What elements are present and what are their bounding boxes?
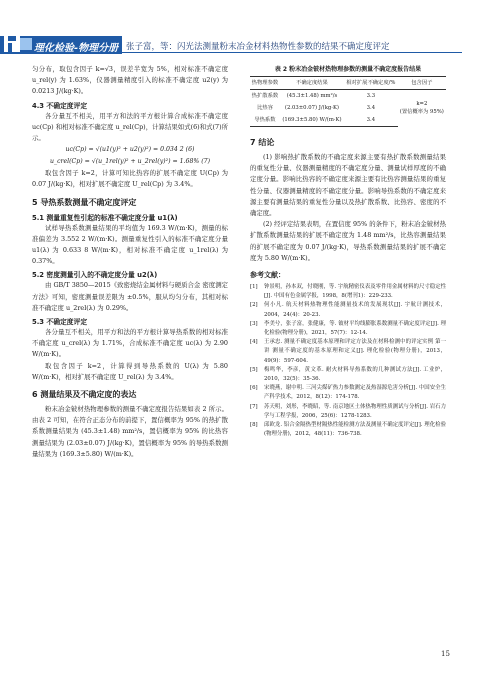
- reference-number: [1]: [250, 284, 258, 291]
- journal-logo-icon: [2, 30, 36, 56]
- table-cell: 导热系数: [250, 114, 280, 127]
- journal-name: 理化检验-物理分册: [34, 43, 119, 54]
- reference-item: [250, 320, 446, 338]
- reference-text: 钟景明，孙本双，付晓刚，等. 宇航精密仪表及零件用金属材料的尺寸稳定性[J]. 中国有色金属学报，1998，8(增刊1)：229-233.: [264, 284, 446, 300]
- section-heading: 5.3 不确定度评定: [32, 318, 88, 327]
- table-cell: 3.4: [344, 114, 398, 127]
- paragraph: 试样导热系数测量结果的平均值为 169.3 W/(m·K)，测量的标准偏差为 3.552 2 W/(m·K)。测量重复性引入的标准不确定度分量 u1(λ) 为 0.633 8 W/(m·K)，相对标准不确定度 u_1rel(λ) 为 0.37%。: [32, 223, 228, 266]
- confidence-note: (置信概率为 95%): [399, 109, 444, 116]
- paragraph: (2) 经评定结果表明，在置信度 95% 的条件下，粉末冶金铍材热扩散系数测量结果的扩展不确定度为 1.48 mm²/s，比热容测量结果的扩展不确定度为 0.07 J/(kg·K)，导热系数测量结果的扩展不确定度为 5.80 W/(m·K)。: [250, 220, 446, 262]
- reference-text: 邱欧龙. 铝合金隔热型材隔热性能检测方法及测量不确定度评定[J]. 理化检验(物理分册)，2012，48(11)：736-738.: [264, 422, 446, 438]
- uncertainty-table: [250, 76, 446, 127]
- table-cell: 3.3: [366, 93, 376, 99]
- table-caption: 表 2 粉末冶金铍材热物理参数的测量不确定度报告结果: [274, 66, 422, 73]
- reference-item: [250, 338, 446, 366]
- reference-item: [250, 283, 446, 301]
- reference-number: [7]: [250, 403, 258, 410]
- table-header: 相对扩展不确定度/%: [344, 77, 398, 90]
- reference-number: [2]: [250, 302, 258, 309]
- right-column: [250, 64, 446, 439]
- page-number: 15: [441, 650, 450, 658]
- reference-item: [250, 366, 446, 384]
- reference-number: [3]: [250, 320, 258, 327]
- reference-number: [4]: [250, 339, 258, 346]
- paragraph: 匀分布，取包含因子 k=√3，误差半宽为 5%，相对标准不确定度 u_rel(y) 为 1.63%，仪器测量精度引入的标准不确定度 u2(y) 为 0.0213 J/(kg·K)。: [32, 65, 228, 96]
- reference-text: 苏天明，刘彤，李晓昭，等. 南京地区土体热物理性质测试与分析[J]. 岩石力学与工程学报，2006，25(6)：1278-1283.: [264, 403, 446, 419]
- paragraph: (1) 影响热扩散系数的不确定度来源主要有热扩散系数测量结果的重复性分量、仪器测量精度的不确定度分量、测量试样厚度的不确定度分量。影响比热容的不确定度来源主要有比热容测量结果的重复性分量、仪器测量精度的不确定度分量。影响导热系数的不确定度来源主要有测量结果的重复性分量以及热扩散系数、比热容、密度的不确定度。: [250, 153, 446, 218]
- reference-text: 宋晓燕，谢中明. 三河尖煤矿热力参数测定及热湿源危害分析[J]. 中国安全生产科学技术，2012，8(12)：174-178.: [264, 385, 446, 401]
- section-heading: 7 结论: [250, 138, 275, 147]
- table-header: 包含因子: [398, 77, 446, 90]
- table-cell: (2.03±0.07) J/(kg·K): [284, 105, 339, 111]
- section-heading: 5.2 密度测量引入的不确定度分量 u2(λ): [32, 271, 158, 280]
- paragraph: 取包含因子 k=2，计算可知比热容的扩展不确定度 U(Cp) 为 0.07 J/(kg·K)，相对扩展不确定度 U_rel(Cp) 为 3.4%。: [32, 169, 228, 189]
- paragraph: 粉末冶金铍材热物理参数的测量不确定度报告结果如表 2 所示。由表 2 可知，在符合正态分布的前提下，置信概率为 95% 的热扩散系数测量结果为 (45.3±1.48) mm²/s，置信概率为 95% 的比热容测量结果为 (2.03±0.07) J/(kg·K)，置信概率为 95% 的导热系数测量结果为 (169.3±5.80) W/(m·K)。: [32, 405, 228, 458]
- references-title: 参考文献：: [250, 271, 285, 280]
- table-cell: 比热容: [256, 105, 273, 111]
- reference-item: [250, 421, 446, 439]
- reference-list: [250, 283, 446, 439]
- section-heading: 5.1 测量重复性引起的标准不确定度分量 u1(λ): [32, 213, 178, 222]
- reference-text: 何小凡. 航天材料热物理性能测量技术的发展现状[J]. 宇航计测技术，2004，24(4)：20-23.: [264, 302, 446, 318]
- equation-6: uc(Cp) = √(u1(y)² + u2(y)²) = 0.034 2 (6): [65, 146, 195, 154]
- paragraph: 各分量互不相关，用平方和法的平方根计算合成标准不确定度 uc(Cp) 和相对标准不确定度 u_rel(Cp)，计算结果如式(6)和式(7)所示。: [32, 111, 228, 143]
- table-cell: 3.4: [366, 105, 376, 111]
- table-header: 热物理参数: [250, 77, 280, 90]
- section-heading: 6 测量结果及不确定度的表达: [32, 390, 137, 400]
- running-header: [0, 36, 480, 54]
- reference-text: 梅鸣华，李彦，黄文革. 耐火材料导热系数的几种测试方法[J]. 工业炉，2010，32(5)：35-36.: [264, 366, 446, 383]
- reference-item: [250, 384, 446, 402]
- reference-item: [250, 301, 446, 319]
- coverage-factor: k=2: [416, 101, 428, 108]
- reference-text: 王承忠. 测量不确定度基本原理和评定方法及在材料检测中的评定实例 第一讲 测量不确定度的基本原理和定义[J]. 理化检验(物理分册)，2013，49(9)：597-604.: [264, 339, 446, 364]
- reference-text: 李美兮，张子富，张健康，等. 铍材平均线膨胀系数测量不确定度评定[J]. 理化检验(物理分册)，2021，57(7)：12-14.: [264, 320, 446, 337]
- reference-number: [5]: [250, 366, 258, 373]
- paragraph: 各分量互不相关，用平方和法的平方根计算导热系数的相对标准不确定度 u_crel(λ) 为 1.71%，合成标准不确定度 uc(λ) 为 2.90 W/(m·K)。: [32, 328, 228, 359]
- reference-number: [8]: [250, 422, 258, 429]
- journal-banner: [0, 36, 122, 54]
- table-cell: (169.3±5.80) W/(m·K): [280, 114, 344, 127]
- section-heading: 4.3 不确定度评定: [32, 101, 88, 110]
- table-cell: 热扩散系数: [251, 93, 279, 99]
- reference-item: [250, 403, 446, 421]
- paragraph: 由 GB/T 3850—2015《致密烧结金属材料与硬质合金 密度测定方法》可知，密度测量误差限为 ±0.5%，服从均匀分布，其相对标准不确定度 u_2rel(λ) 为 0.29%。: [32, 281, 228, 312]
- table-cell: (45.3±1.48) mm²/s: [286, 93, 338, 99]
- left-column: [32, 64, 228, 460]
- section-heading: 5 导热系数测量不确定度评定: [32, 197, 137, 207]
- header-rule: [122, 52, 462, 53]
- table-header: 不确定度结果: [280, 77, 344, 90]
- running-title: 张子富，等：闪光法测量粉末冶金材料热物性参数的结果不确定度评定: [126, 42, 390, 52]
- paragraph: 取包含因子 k=2，计算得到导热系数的 U(λ) 为 5.80 W/(m·K)，相对扩展不确定度 U_rel(λ) 为 3.4%。: [32, 361, 228, 381]
- coverage-factor-cell: [398, 90, 446, 127]
- table-row: [250, 90, 446, 103]
- reference-number: [6]: [250, 385, 258, 392]
- equation-7: u_crel(Cp) = √(u_1rel(y)² + u_2rel(y)²) = 1.68% (7): [49, 158, 210, 166]
